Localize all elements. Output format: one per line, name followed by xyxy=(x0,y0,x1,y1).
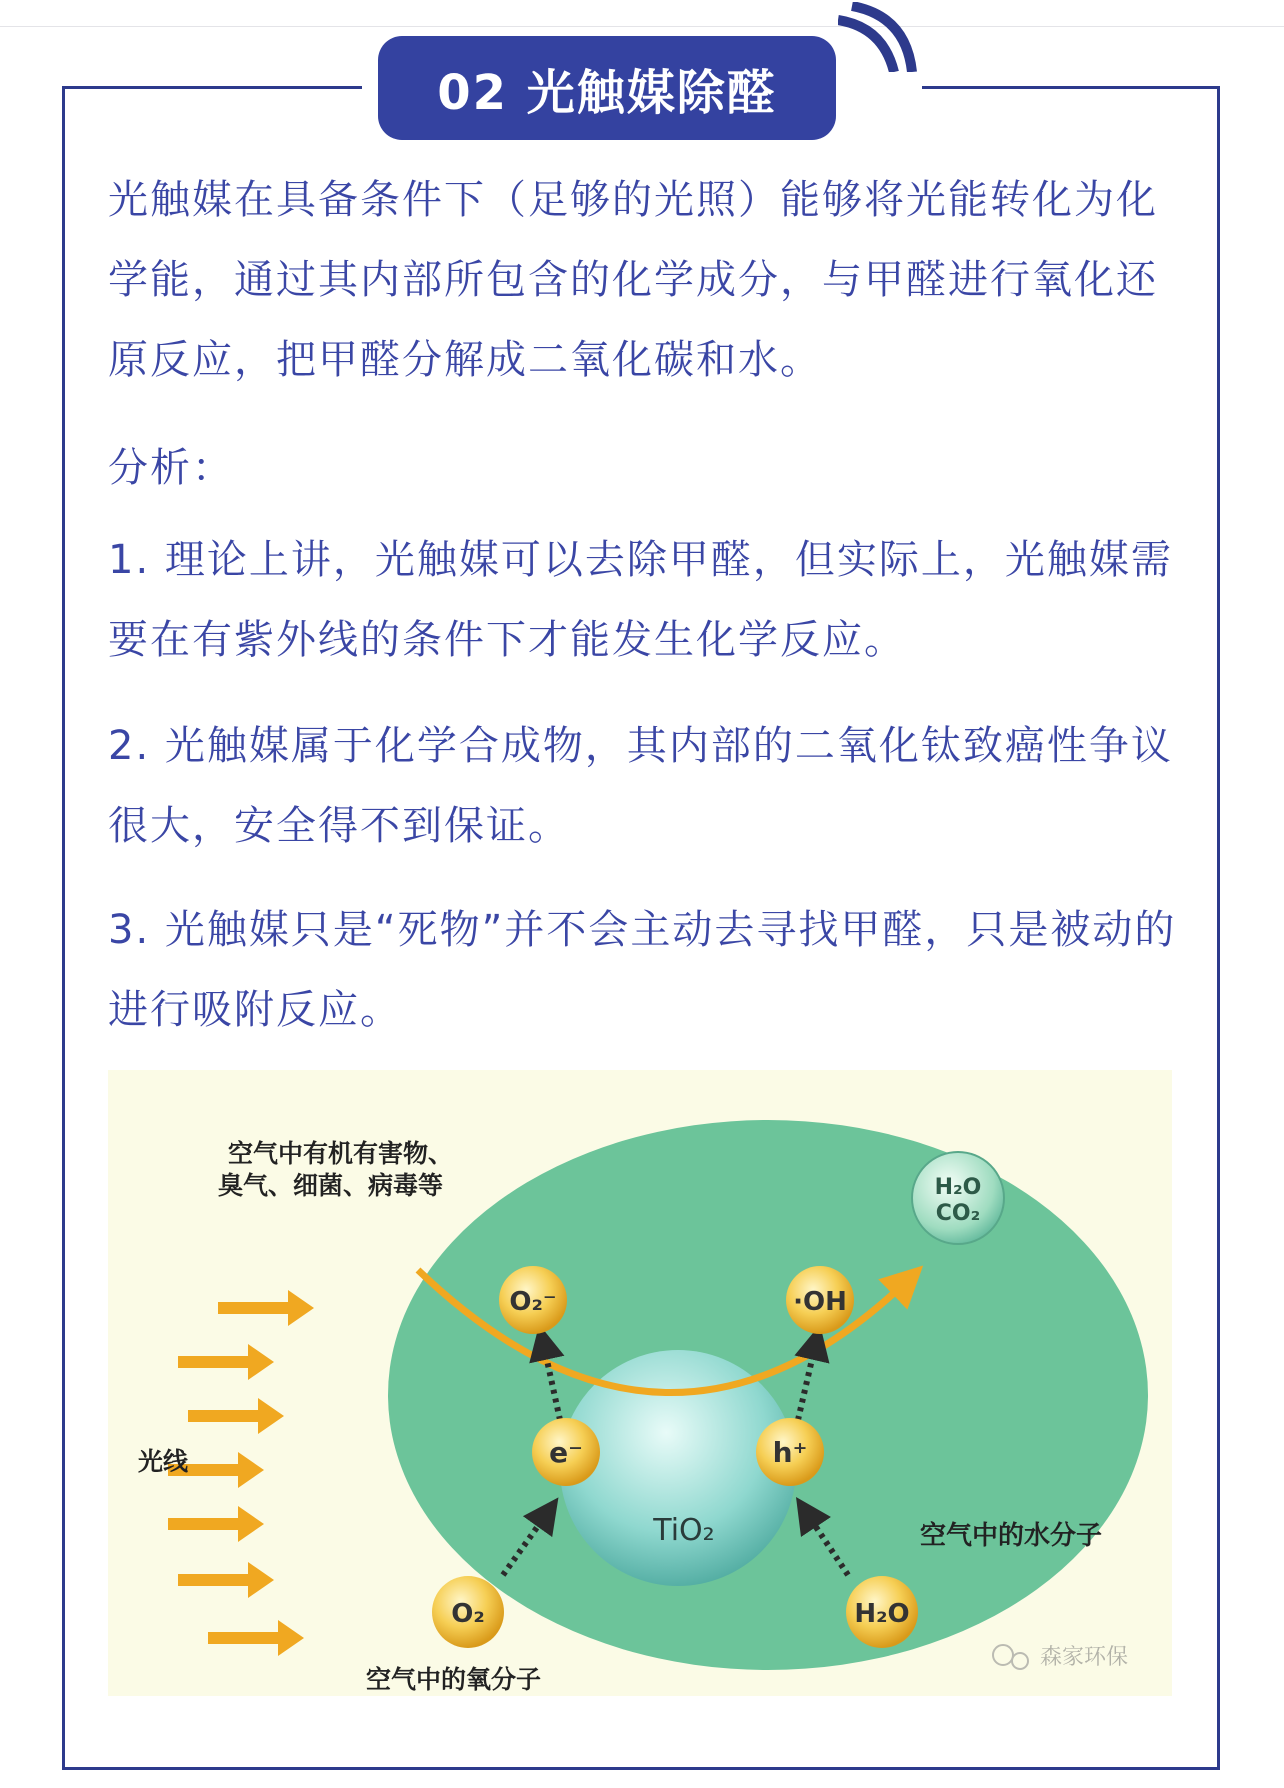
water-molecule-label: 空气中的水分子 xyxy=(920,1521,1103,1551)
analysis-point-3: 3. 光触媒只是“死物”并不会主动去寻找甲醛，只是被动的进行吸附反应。 xyxy=(108,907,1177,1033)
analysis-point-1: 1. 理论上讲，光触媒可以去除甲醛，但实际上，光触媒需要在有紫外线的条件下才能发生化学反应。 xyxy=(108,537,1173,663)
oh-label: ·OH xyxy=(793,1287,847,1317)
section-title-badge: 02 光触媒除醛 xyxy=(378,36,836,140)
products-co2-label: CO₂ xyxy=(935,1201,981,1226)
hole-label: h⁺ xyxy=(772,1436,808,1469)
pollutants-label-2: 臭气、细菌、病毒等 xyxy=(218,1171,444,1200)
pollutants-label-1: 空气中有机有害物、 xyxy=(228,1139,454,1168)
watermark-text: 森家环保 xyxy=(1040,1645,1129,1670)
frame-top-right xyxy=(922,86,1220,89)
corner-stripes-decoration xyxy=(838,2,918,72)
electron-label: e⁻ xyxy=(549,1436,583,1469)
photocatalysis-diagram xyxy=(108,1070,1172,1696)
h2o-label: H₂O xyxy=(854,1599,910,1629)
analysis-point-2: 2. 光触媒属于化学合成物，其内部的二氧化钛致癌性争议很大，安全得不到保证。 xyxy=(108,723,1173,849)
intro-paragraph: 光触媒在具备条件下（足够的光照）能够将光能转化为化学能，通过其内部所包含的化学成分，与甲醛进行氧化还原反应，把甲醛分解成二氧化碳和水。 xyxy=(108,177,1158,383)
o2-label: O₂ xyxy=(451,1599,485,1629)
frame-top-left xyxy=(62,86,362,89)
products-h2o-label: H₂O xyxy=(934,1175,982,1200)
oxygen-molecule-label: 空气中的氧分子 xyxy=(366,1665,542,1694)
top-divider xyxy=(0,26,1284,27)
o2-minus-label: O₂⁻ xyxy=(509,1287,557,1317)
analysis-label: 分析： xyxy=(108,445,234,491)
light-label: 光线 xyxy=(138,1447,189,1476)
tio2-label: TiO₂ xyxy=(653,1513,715,1548)
